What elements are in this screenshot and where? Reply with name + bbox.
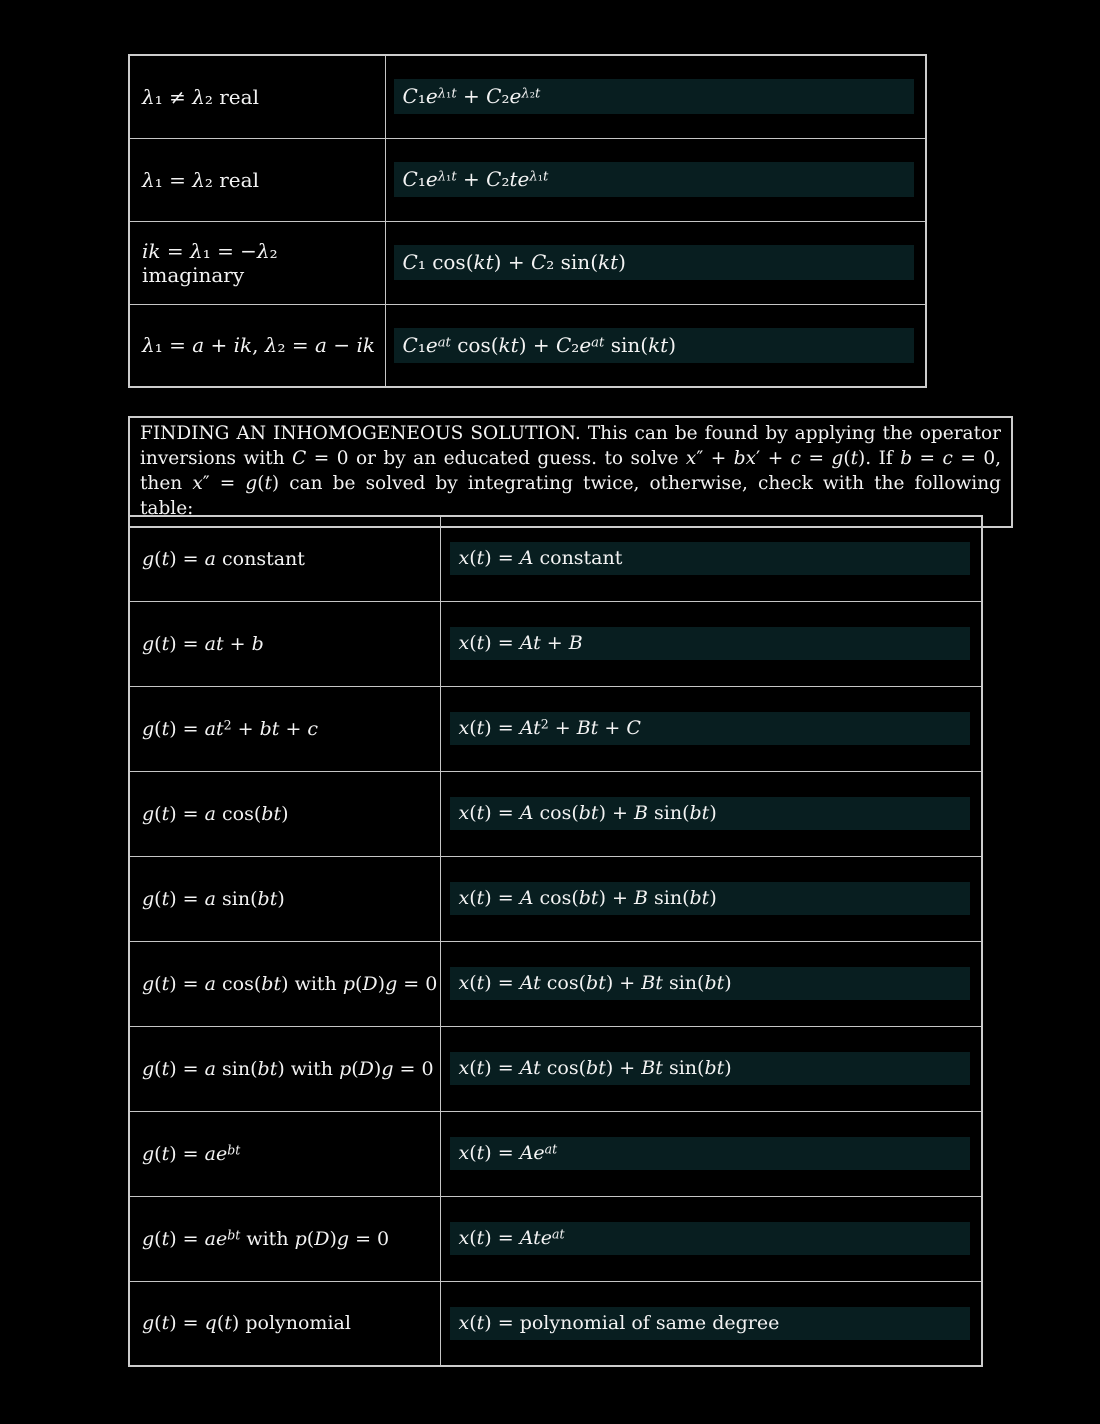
g-text: $g(t) = ae^{bt}$ (142, 1142, 241, 1165)
table-row (129, 1111, 982, 1196)
g-text: g(t) = a cos(bt) (142, 802, 289, 825)
table-row (129, 686, 982, 771)
solution-cell (385, 138, 926, 221)
solution-text: $C_1e^{\lambda_1t} + C_2e^{\lambda_2t}$ (402, 84, 541, 109)
table-row (129, 1196, 982, 1281)
table-row (129, 221, 926, 304)
table-row (129, 771, 982, 856)
table-row (129, 1026, 982, 1111)
case-text: λ₁ = λ₂ real (142, 167, 259, 192)
case-cell (129, 138, 385, 221)
formula-highlight (450, 797, 971, 830)
g-cell (129, 1111, 440, 1196)
g-cell (129, 601, 440, 686)
x-cell (440, 856, 982, 941)
formula-highlight (450, 1307, 971, 1340)
x-cell (440, 771, 982, 856)
solution-cell (385, 221, 926, 304)
solution-cell (385, 55, 926, 138)
formula-highlight (450, 1137, 971, 1170)
x-cell (440, 516, 982, 601)
inhomogeneous-solutions-table (128, 515, 983, 1367)
formula-highlight (450, 712, 971, 745)
g-text: g(t) = q(t) polynomial (142, 1312, 351, 1335)
x-text: x(t) = At cos(bt) + Bt sin(bt) (458, 972, 732, 994)
formula-highlight (450, 882, 971, 915)
solution-text: $C_1e^{\lambda_1t} + C_2te^{\lambda_1t}$ (402, 167, 549, 191)
g-cell (129, 1281, 440, 1366)
solution-text: C₁ cos(kt) + C₂ sin(kt) (402, 250, 626, 274)
x-cell (440, 686, 982, 771)
g-text: g(t) = a constant (142, 547, 305, 570)
x-text: x(t) = A cos(bt) + B sin(bt) (458, 802, 717, 824)
x-cell (440, 601, 982, 686)
x-text: x(t) = A cos(bt) + B sin(bt) (458, 887, 717, 909)
g-cell (129, 771, 440, 856)
g-cell (129, 686, 440, 771)
g-text: $g(t) = at^2$ + bt + c (142, 717, 319, 740)
x-text: x(t) = Ate$^{at}$ (458, 1226, 565, 1250)
x-text: x(t) = A constant (458, 547, 623, 570)
g-text: g(t) = a sin(bt) with p(D)g = 0 (142, 1057, 434, 1080)
formula-highlight (450, 1222, 971, 1255)
g-text: $g(t) = ae^{bt}$ with p(D)g = 0 (142, 1227, 390, 1250)
table-row (129, 856, 982, 941)
table-row (129, 138, 926, 221)
g-cell (129, 1026, 440, 1111)
formula-highlight (450, 967, 971, 1000)
formula-highlight (394, 245, 915, 280)
x-text: x(t) = At + B (458, 632, 583, 654)
formula-highlight (394, 79, 915, 114)
table-row (129, 55, 926, 138)
x-cell (440, 1196, 982, 1281)
inhomogeneous-solution-note (128, 416, 1013, 528)
formula-highlight (450, 627, 971, 660)
solution-cell (385, 304, 926, 387)
case-text: ik = λ₁ = −λ₂ imaginary (142, 238, 278, 287)
g-cell (129, 941, 440, 1026)
case-cell (129, 221, 385, 304)
case-cell (129, 55, 385, 138)
x-text: $x(t) = Ae^{at}$ (458, 1141, 558, 1165)
table-row (129, 1281, 982, 1366)
solution-text: $C_1e^{at}$ $\cos(kt) + C_2e^{at}$ sin(kt) (402, 332, 677, 357)
g-cell (129, 516, 440, 601)
g-text: g(t) = at + b (142, 632, 264, 655)
g-cell (129, 1196, 440, 1281)
x-cell (440, 1026, 982, 1111)
note-text: FINDING AN INHOMOGENEOUS SOLUTION. This can be found by applying the operator inversions with C = 0 or by an educated guess. to solve x″ + bx′ + c = g(t). If b = c = 0, then x″ = g(t) can be solved by integrating twice, otherwise, check with the following table: (140, 423, 1001, 519)
formula-highlight (394, 162, 915, 197)
x-text: x(t) = At cos(bt) + Bt sin(bt) (458, 1057, 732, 1079)
formula-highlight (450, 542, 971, 575)
table-row (129, 941, 982, 1026)
table-row (129, 304, 926, 387)
g-text: g(t) = a cos(bt) with p(D)g = 0 (142, 972, 438, 995)
x-cell (440, 1281, 982, 1366)
case-cell (129, 304, 385, 387)
g-cell (129, 856, 440, 941)
formula-highlight (394, 328, 915, 363)
x-text: $x(t) = At^2 + Bt + C$ (458, 716, 641, 740)
x-text: x(t) = polynomial of same degree (458, 1311, 780, 1334)
homogeneous-solutions-table (128, 54, 927, 388)
x-cell (440, 1111, 982, 1196)
g-text: g(t) = a sin(bt) (142, 887, 285, 910)
table-row (129, 601, 982, 686)
case-text: λ₁ = a + ik, λ₂ = a − ik (142, 333, 375, 358)
formula-highlight (450, 1052, 971, 1085)
x-cell (440, 941, 982, 1026)
table-row (129, 516, 982, 601)
case-text: λ₁ ≠ λ₂ real (142, 84, 259, 109)
